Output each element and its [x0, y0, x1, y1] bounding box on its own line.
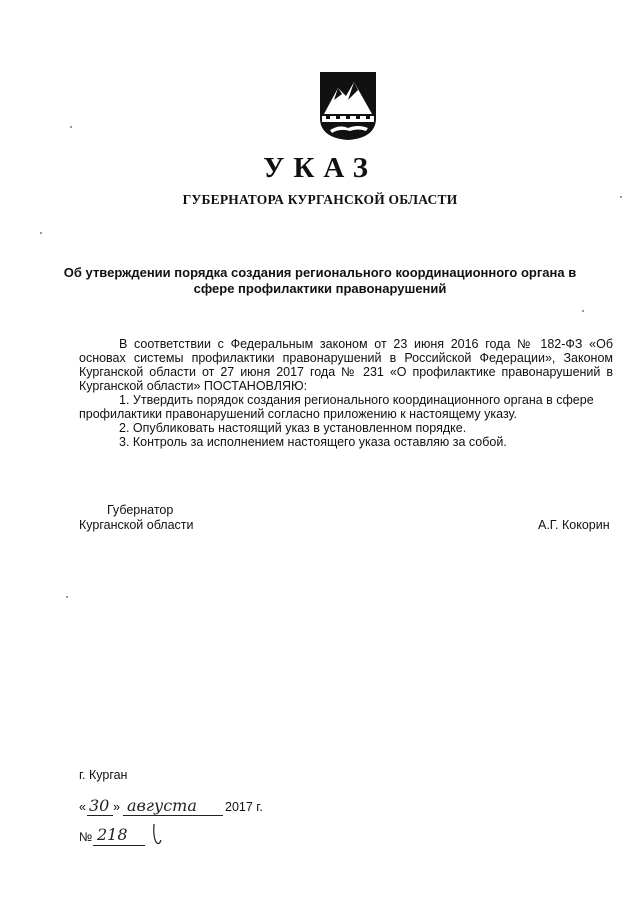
scan-speck [582, 310, 584, 312]
heading-line-2: сфере профилактики правонарушений [193, 281, 447, 296]
date-day-underline [87, 815, 113, 816]
handwritten-mark [151, 822, 163, 848]
date-year: 2017 г. [225, 800, 263, 814]
coat-of-arms-emblem [318, 70, 378, 142]
date-line [79, 798, 299, 820]
date-month: августа [127, 796, 197, 815]
scan-speck [620, 196, 622, 198]
position-line-2: Курганской области [79, 518, 194, 532]
position-line-1: Губернатор [107, 503, 174, 517]
item-1: 1. Утвердить порядок создания регионального координационного органа в сфере профилактики правонарушений согласно приложению к настоящему указу. [79, 393, 594, 421]
date-day: 30 [89, 796, 110, 815]
document-subtitle: ГУБЕРНАТОРА КУРГАНСКОЙ ОБЛАСТИ [182, 192, 458, 207]
document-body [79, 337, 613, 449]
date-month-underline [123, 815, 223, 816]
city: г. Курган [79, 768, 128, 782]
signatory-position [79, 503, 194, 533]
scan-speck [70, 126, 72, 128]
date-close-quote: » [113, 800, 120, 814]
scan-speck [40, 232, 42, 234]
number-label: № [79, 830, 93, 844]
signatory-name: А.Г. Кокорин [538, 518, 610, 532]
preamble-paragraph: В соответствии с Федеральным законом от 23 июня 2016 года № 182-ФЗ «Об основах системы профилактики правонарушений в Российской Федерации», Законом Курганской области от 27 июня 2017 года № 231 «О профилактике правонарушений в Курганской области» ПОСТАНОВЛЯЮ: [79, 337, 613, 393]
document-title: УКАЗ [263, 152, 377, 184]
item-2: 2. Опубликовать настоящий указ в установленном порядке. [119, 421, 467, 435]
date-open-quote: « [79, 800, 86, 814]
scan-speck [66, 596, 68, 598]
heading-line-1: Об утверждении порядка создания регионального координационного органа в [63, 265, 577, 280]
number-underline [93, 845, 145, 846]
number-line [79, 825, 179, 854]
document-heading [0, 265, 640, 297]
item-3: 3. Контроль за исполнением настоящего указа оставляю за собой. [119, 435, 507, 449]
number-value: 218 [97, 825, 128, 844]
